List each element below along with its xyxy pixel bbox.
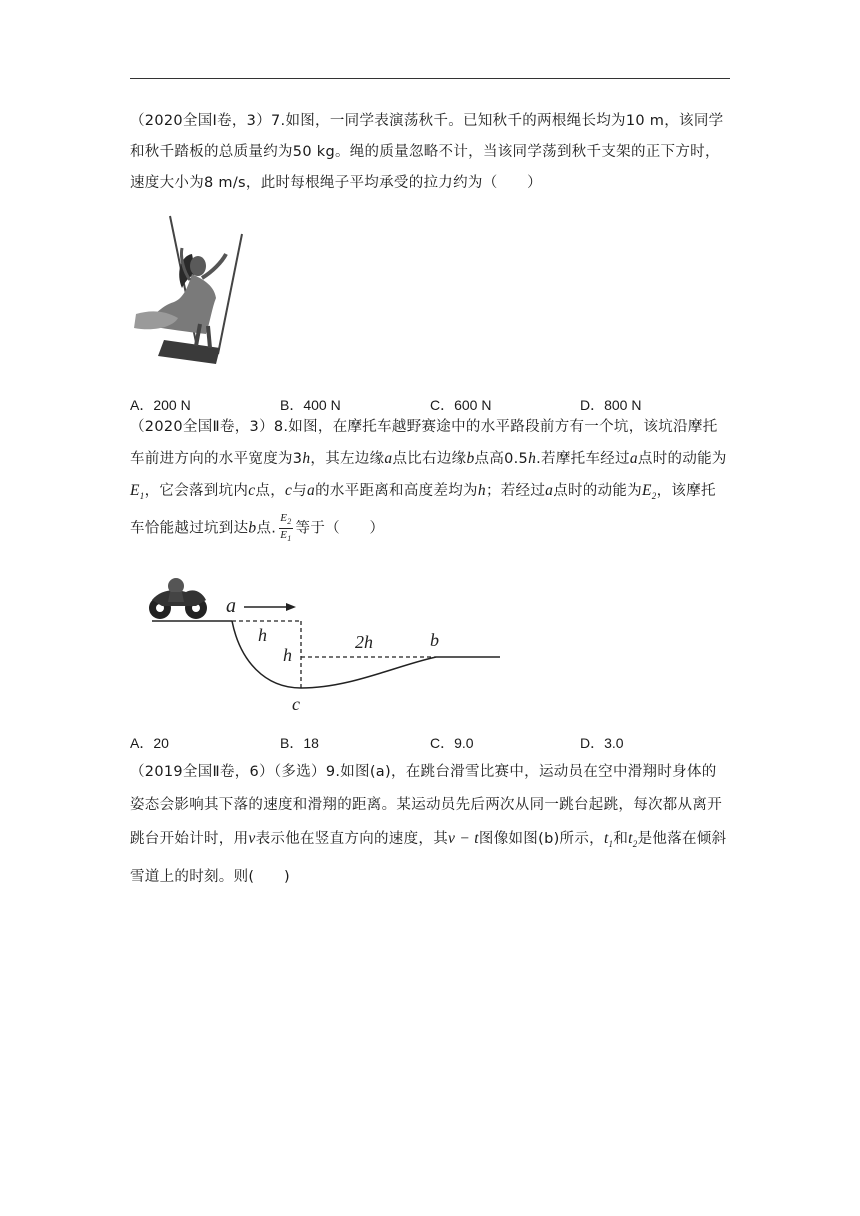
q8-option-d[interactable]: D．3.0 xyxy=(580,735,624,751)
var-b: b xyxy=(466,450,475,467)
question-8 xyxy=(130,412,730,545)
var-b: b xyxy=(248,519,257,537)
q9-text: 9.如图(a)，在跳台滑雪比赛中，运动员在空中滑翔时身体的姿态会影响其下落的速度和滑翔的距离。某运动员先后两次从同一跳台起跳，每次都从离开跳台开始计时，用 xyxy=(130,764,722,847)
q8-text: 点时的动能为 xyxy=(553,483,643,499)
q8-header: （2020全国Ⅱ卷，3） xyxy=(130,419,274,435)
var-h: h xyxy=(477,482,486,499)
q7-text: 7.如图，一同学表演荡秋千。已知秋千的两根绳长均为10 m，该同学和秋千踏板的总质量约为50 kg。绳的质量忽略不计，当该同学荡到秋千支架的正下方时，速度大小为8 m/s，此时每根绳子平均承受的拉力约为（ ） xyxy=(130,113,724,191)
pit-figure xyxy=(140,566,510,716)
var-t1: $t_1$ xyxy=(603,830,614,850)
fraction-e2-over-e1: $\frac{E_2}{E_1}$ xyxy=(280,512,292,544)
q8-text: 的水平距离和高度差均为 xyxy=(315,483,478,499)
var-c: c xyxy=(285,482,293,499)
q7-option-c[interactable]: C．600 N xyxy=(430,397,492,413)
var-t2: $t_2$ xyxy=(628,830,638,850)
var-h: h xyxy=(528,450,537,467)
var-c: c xyxy=(248,482,256,499)
fig-label-h-upper: h xyxy=(258,625,267,645)
var-a: a xyxy=(384,450,393,467)
motorcycle-icon xyxy=(149,578,207,619)
q9-text: 是他落在倾斜雪道上的时刻。则( ) xyxy=(130,831,727,886)
q8-text: 点时的动能为 xyxy=(637,451,727,467)
q8-text: ，该摩托车恰能越过坑到达 xyxy=(130,483,716,537)
fig-label-c: c xyxy=(292,694,300,714)
var-h: h xyxy=(302,450,311,467)
q8-option-a[interactable]: A．20 xyxy=(130,735,169,751)
q9-text: 和 xyxy=(613,831,629,847)
q8-option-b[interactable]: B．18 xyxy=(280,735,319,751)
q9-text: 图像如图(b)所示， xyxy=(478,831,604,847)
var-a: a xyxy=(545,482,554,499)
q9-header: （2019全国Ⅱ卷，6）（多选） xyxy=(130,764,326,780)
header-rule xyxy=(130,78,730,79)
fig-label-a: a xyxy=(226,595,236,617)
q8-text: 点， xyxy=(255,483,285,499)
var-e1: $E_1$ xyxy=(130,482,145,502)
question-7 xyxy=(130,106,730,199)
q8-text: 与 xyxy=(292,483,307,499)
q8-text: ；若经过 xyxy=(485,483,546,499)
fig-label-2h: 2h xyxy=(355,632,373,652)
var-e2: $E_2$ xyxy=(642,482,657,502)
var-v-t: v − t xyxy=(448,830,479,847)
swing-figure xyxy=(130,214,248,374)
q7-option-d[interactable]: D．800 N xyxy=(580,397,642,413)
q7-option-a[interactable]: A．200 N xyxy=(130,397,191,413)
q7-header: （2020全国Ⅰ卷，3） xyxy=(130,113,272,129)
var-a: a xyxy=(307,482,316,499)
q8-text: 点. xyxy=(256,520,277,537)
q8-text: 点高0.5 xyxy=(474,451,529,467)
q8-text: ，其左边缘 xyxy=(310,451,385,467)
q7-option-b[interactable]: B．400 N xyxy=(280,397,341,413)
q8-text: 8.如图，在摩托车越野赛途中的水平路段前方有一个坑，该坑沿摩托车前进方向的水平宽度为3 xyxy=(130,419,718,467)
var-a: a xyxy=(629,450,638,467)
question-9 xyxy=(130,756,730,894)
q8-text: 等于（ ） xyxy=(295,520,385,537)
var-v: v xyxy=(248,830,256,847)
q8-text: ，它会落到坑内 xyxy=(144,483,249,499)
fig-label-h-side: h xyxy=(283,645,292,665)
q9-text: 表示他在竖直方向的速度，其 xyxy=(255,831,448,847)
q8-text: .若摩托车经过 xyxy=(536,451,630,467)
q8-option-c[interactable]: C．9.0 xyxy=(430,735,474,751)
fig-label-b: b xyxy=(430,630,439,650)
q8-text: 点比右边缘 xyxy=(392,451,467,467)
